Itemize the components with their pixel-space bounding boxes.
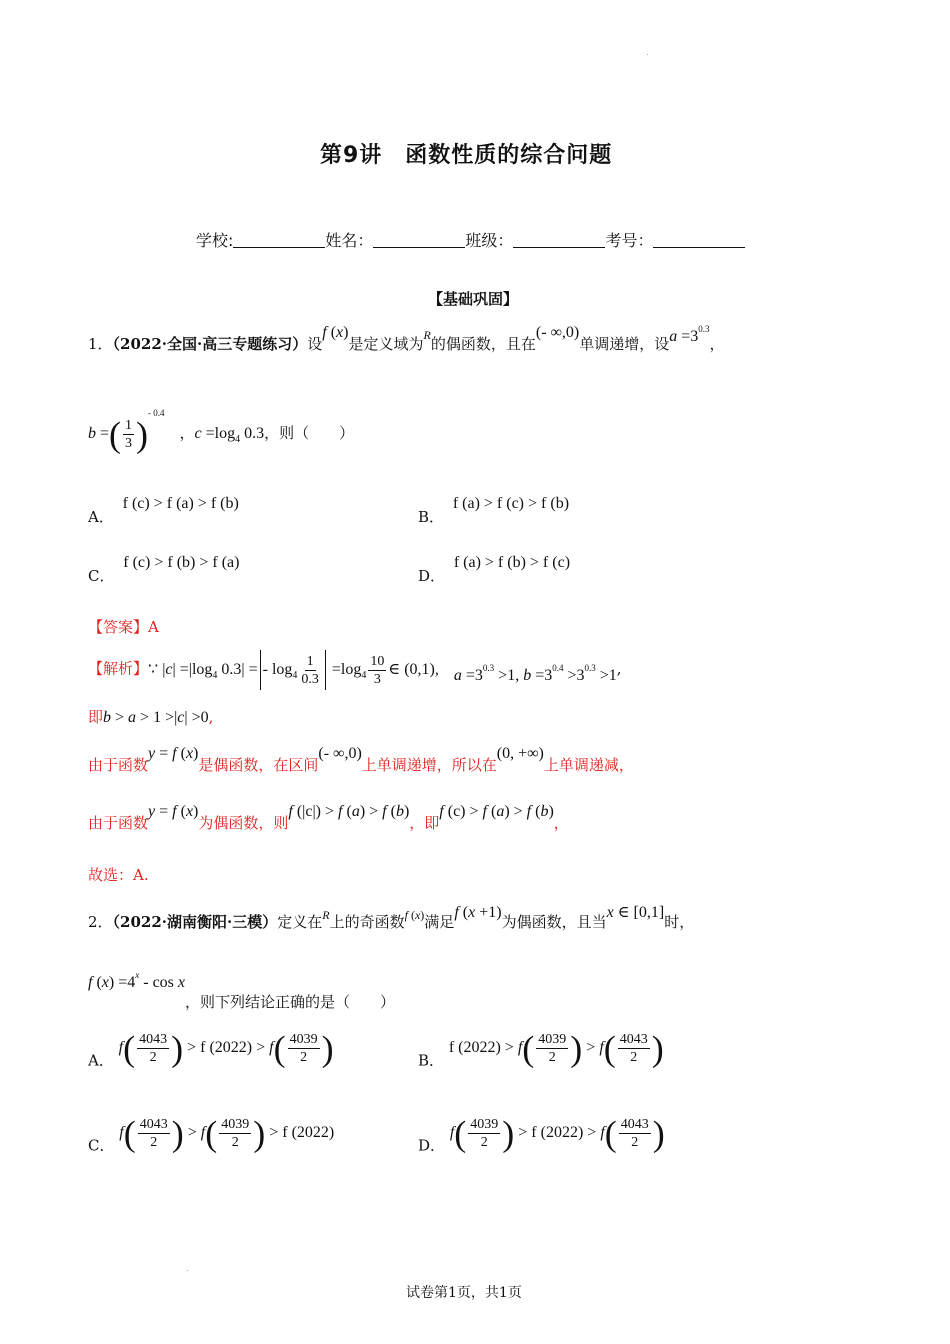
student-info-line: [196, 228, 745, 251]
field-school-label: 学校:: [196, 231, 234, 250]
q1-text: 单调递增，设: [579, 335, 670, 353]
question-source: （2022·湖南衡阳·三模）: [112, 913, 278, 931]
analysis-text: 即: [88, 708, 104, 726]
question-1-line-2: b =( $\frac{1}{3}$ )$^{- 0.4}$ ，$c =\log_4$ 0.3，则（ ）: [88, 408, 355, 455]
option-label: A．: [88, 508, 114, 526]
q2-option-c[interactable]: [88, 1113, 334, 1156]
analysis-text: ，即: [409, 814, 440, 832]
class-blank[interactable]: [513, 231, 605, 248]
q2-option-b[interactable]: [418, 1028, 664, 1071]
analysis-text: 由于函数: [88, 814, 149, 832]
option-math: f( $\frac{4043}{2}$ ) > f( $\frac{4039}{2}$ ) > f (2022): [119, 1113, 335, 1153]
name-blank[interactable]: [373, 231, 465, 248]
option-label: D．: [418, 567, 446, 585]
analysis-text: 是偶函数，在区间: [198, 756, 319, 774]
option-math: f (c) > f (b) > f (a): [123, 554, 240, 571]
q2-text: 满足: [424, 913, 455, 931]
option-label: D．: [418, 1136, 446, 1155]
q1-option-b[interactable]: [418, 494, 569, 527]
option-label: B．: [418, 508, 445, 526]
q1-text: ，则（ ）: [264, 424, 355, 442]
option-math: f( $\frac{4039}{2}$ ) > f (2022) > f( $\frac{4043}{2}$ ): [449, 1113, 665, 1153]
option-math: f (a) > f (b) > f (c): [453, 554, 571, 571]
analysis-conclusion: 故选：A.: [88, 866, 149, 884]
question-1-line-1: 1．（2022·全国·高三专题练习）设f (x)是定义域为$^R$的偶函数，且在(- ∞,0)单调递增，设$a =3^{0.3}$，: [88, 324, 725, 353]
option-math: f (c) > f (a) > f (b): [122, 495, 239, 512]
option-label: A．: [88, 1051, 114, 1070]
field-exam-number-label: 考号：: [605, 231, 654, 250]
q1-text: 设: [307, 335, 323, 353]
q2-text: 上的奇函数: [329, 913, 405, 931]
analysis-text: 上单调递增，所以在: [361, 756, 497, 774]
question-2-line-2: f $(x) =4^x - \cos x$，则下列结论正确的是（ ）: [88, 970, 396, 1011]
option-math: f (a) > f (c) > f (b): [452, 495, 570, 512]
field-class-label: 班级：: [465, 231, 514, 250]
analysis-line-1: 【解析】∵ $|c| =|\log_4$ 0.3| = - $\log_4$ $\frac{1}{0.3}$ $=\log_4$ $\frac{10}{3}$ ∈ (0,1), $a =3^{0.3} >1$, $b =3^{0.4} >3^{0.3} >1$,: [88, 650, 622, 690]
q2-text: ，则下列结论正确的是（ ）: [185, 993, 396, 1011]
answer: 【答案】A: [88, 618, 159, 636]
q2-text: 为偶函数，且当: [501, 913, 607, 931]
analysis-text: ，: [553, 814, 569, 832]
analysis-line-4: 由于函数y = f (x)为偶函数，则f (|c|) > f (a) > f (b)，即f (c) > f (a) > f (b)，: [88, 803, 569, 832]
option-label: B．: [418, 1051, 445, 1070]
q2-option-a[interactable]: [88, 1028, 334, 1071]
analysis-label: 【解析】: [88, 659, 149, 678]
q2-text: 时，: [664, 913, 695, 931]
school-blank[interactable]: [233, 231, 325, 248]
q2-option-d[interactable]: [418, 1113, 665, 1156]
analysis-line-3: 由于函数y = f (x)是偶函数，在区间(- ∞,0)上单调递增，所以在(0, +∞)上单调递减，: [88, 745, 634, 774]
option-label: C．: [88, 1136, 115, 1155]
question-source: （2022·全国·高三专题练习）: [112, 335, 308, 353]
analysis-text: 上单调递减，: [543, 756, 634, 774]
q1-option-d[interactable]: [418, 553, 570, 586]
page-footer: 试卷第1页，共1页: [406, 1285, 522, 1301]
option-label: C．: [88, 567, 115, 585]
option-math: f( $\frac{4043}{2}$ ) > f (2022) > f( $\frac{4039}{2}$ ): [118, 1028, 334, 1068]
page-title: 第9讲 函数性质的综合问题: [320, 143, 613, 168]
field-name-label: 姓名：: [325, 231, 374, 250]
exam-number-blank[interactable]: [653, 231, 745, 248]
question-number: 2．: [88, 913, 113, 931]
q2-text: 定义在: [277, 913, 323, 931]
section-heading: 【基础巩固】: [428, 290, 519, 308]
question-2-line-1: 2．（2022·湖南衡阳·三模）定义在$^R$上的奇函数$^{f (x)}$满足f (x +1)为偶函数，且当x ∈ [0,1]时，: [88, 904, 695, 931]
q1-option-a[interactable]: [88, 494, 239, 527]
q1-text: 的偶函数，且在: [430, 335, 536, 353]
q1-text: 是定义域为: [348, 335, 424, 353]
q1-option-c[interactable]: [88, 553, 239, 586]
analysis-line-2: 即b > a > 1 >|c| >0,: [88, 708, 214, 726]
option-math: f (2022) > f( $\frac{4039}{2}$ ) > f( $\frac{4043}{2}$ ): [448, 1028, 664, 1068]
analysis-text: 为偶函数，则: [198, 814, 289, 832]
question-number: 1．: [88, 335, 113, 353]
analysis-text: 由于函数: [88, 756, 149, 774]
